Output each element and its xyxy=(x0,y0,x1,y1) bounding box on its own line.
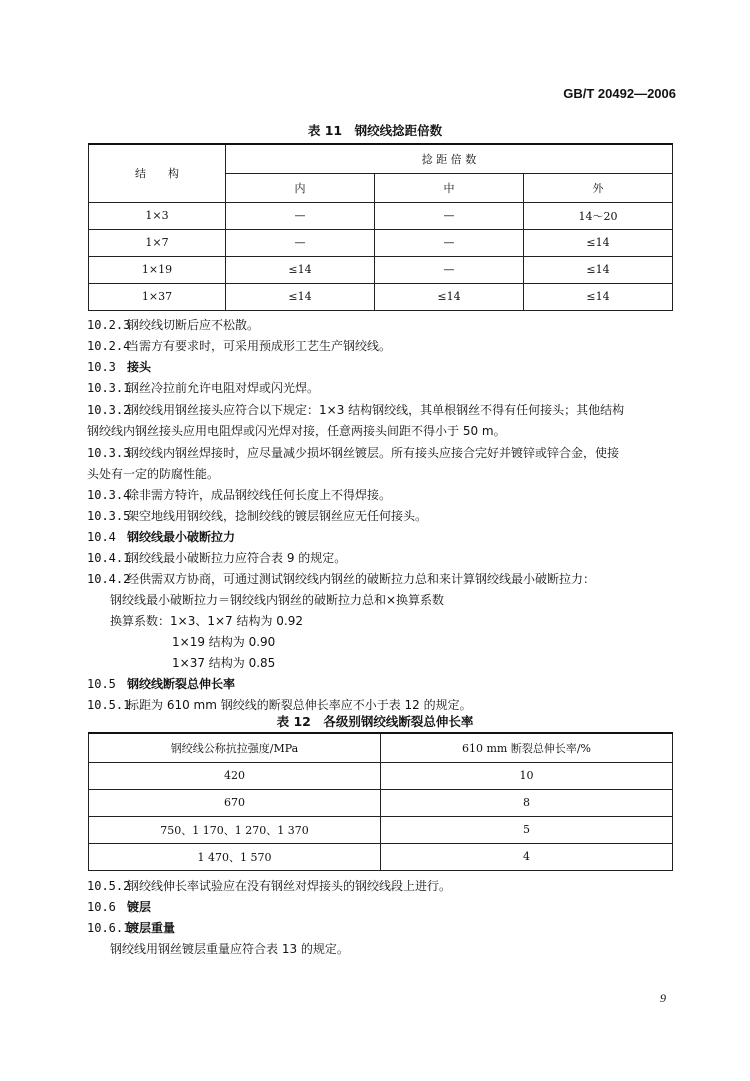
cell-middle: — xyxy=(375,202,524,229)
cell-outer: ≤14 xyxy=(524,256,673,283)
header-lay-multiple: 捻 距 倍 数 xyxy=(226,144,673,173)
conversion-factor-1x37: 1×37 结构为 0.85 xyxy=(172,656,276,670)
table-11 xyxy=(88,143,673,311)
table-row xyxy=(89,816,673,843)
cell-strength: 420 xyxy=(89,762,381,789)
clause-10-3-4: 10.3.4除非需方特许，成品钢绞线任何长度上不得焊接。 xyxy=(87,488,392,502)
clause-10-3-5: 10.3.5架空地线用钢绞线，捻制绞线的镀层钢丝应无任何接头。 xyxy=(87,509,428,523)
table-row xyxy=(89,762,673,789)
cell-structure: 1×3 xyxy=(89,202,226,229)
table-12-title: 表 12 各级别钢绞线断裂总伸长率 xyxy=(276,714,474,729)
clause-10-3-3-continued: 头处有一定的防腐性能。 xyxy=(87,467,220,481)
table-header-row xyxy=(89,733,673,762)
header-structure: 结 构 xyxy=(89,144,226,202)
clause-10-6-1-heading: 10.6.1镀层重量 xyxy=(87,921,176,935)
cell-elongation: 5 xyxy=(381,816,673,843)
header-middle: 中 xyxy=(375,173,524,202)
table-row xyxy=(89,843,673,870)
table-11-title: 表 11 钢绞线捻距倍数 xyxy=(307,123,443,138)
clause-10-3-2-continued: 钢绞线内钢丝接头应用电阻焊或闪光焊对接，任意两接头间距不得小于 50 m。 xyxy=(87,424,506,438)
conversion-factor-line: 换算系数：1×3、1×7 结构为 0.92 xyxy=(110,614,303,628)
cell-structure: 1×37 xyxy=(89,283,226,310)
cell-strength: 750、1 170、1 270、1 370 xyxy=(89,816,381,843)
table-12 xyxy=(88,732,673,871)
cell-outer: ≤14 xyxy=(524,229,673,256)
header-outer: 外 xyxy=(524,173,673,202)
clause-10-2-4: 10.2.4当需方有要求时，可采用预成形工艺生产钢绞线。 xyxy=(87,339,392,353)
cell-structure: 1×19 xyxy=(89,256,226,283)
header-elongation: 610 mm 断裂总伸长率/% xyxy=(381,733,673,762)
clause-10-4-1: 10.4.1钢绞线最小破断拉力应符合表 9 的规定。 xyxy=(87,551,347,565)
table-row xyxy=(89,202,673,229)
cell-inner: ≤14 xyxy=(226,256,375,283)
clause-10-6-1-body: 钢绞线用钢丝镀层重量应符合表 13 的规定。 xyxy=(110,942,349,956)
section-10-3-heading: 10.3 接头 xyxy=(87,360,152,374)
clause-10-3-3: 10.3.3钢绞线内钢丝焊接时，应尽量减少损坏钢丝镀层。所有接头应接合完好并镀锌或锌合金，使接 xyxy=(87,446,620,460)
clause-10-5-2: 10.5.2钢绞线伸长率试验应在没有钢丝对焊接头的钢绞线段上进行。 xyxy=(87,879,452,893)
cell-outer: ≤14 xyxy=(524,283,673,310)
table-row xyxy=(89,283,673,310)
cell-strength: 670 xyxy=(89,789,381,816)
cell-middle: — xyxy=(375,256,524,283)
header-inner: 内 xyxy=(226,173,375,202)
table-header-row xyxy=(89,144,673,173)
cell-elongation: 8 xyxy=(381,789,673,816)
cell-outer: 14～20 xyxy=(524,202,673,229)
table-row xyxy=(89,789,673,816)
table-row xyxy=(89,256,673,283)
cell-inner: — xyxy=(226,202,375,229)
formula-line: 钢绞线最小破断拉力＝钢绞线内钢丝的破断拉力总和×换算系数 xyxy=(110,593,445,607)
clause-10-4-2: 10.4.2经供需双方协商，可通过测试钢绞线内钢丝的破断拉力总和来计算钢绞线最小破断拉力： xyxy=(87,572,596,586)
header-strength: 钢绞线公称抗拉强度/MPa xyxy=(89,733,381,762)
section-10-6-heading: 10.6 镀层 xyxy=(87,900,152,914)
clause-10-2-3: 10.2.3钢绞线切断后应不松散。 xyxy=(87,318,260,332)
section-10-5-heading: 10.5 钢绞线断裂总伸长率 xyxy=(87,677,236,691)
table-row xyxy=(89,229,673,256)
cell-elongation: 10 xyxy=(381,762,673,789)
section-10-4-heading: 10.4 钢绞线最小破断拉力 xyxy=(87,530,236,544)
cell-middle: ≤14 xyxy=(375,283,524,310)
clause-10-5-1: 10.5.1标距为 610 mm 钢绞线的断裂总伸长率应不小于表 12 的规定。 xyxy=(87,698,472,712)
cell-structure: 1×7 xyxy=(89,229,226,256)
cell-inner: ≤14 xyxy=(226,283,375,310)
page-number: 9 xyxy=(660,991,666,1005)
conversion-factor-1x19: 1×19 结构为 0.90 xyxy=(172,635,276,649)
cell-middle: — xyxy=(375,229,524,256)
cell-inner: — xyxy=(226,229,375,256)
standard-code: GB/T 20492—2006 xyxy=(563,86,676,101)
cell-elongation: 4 xyxy=(381,843,673,870)
cell-strength: 1 470、1 570 xyxy=(89,843,381,870)
clause-10-3-1: 10.3.1钢丝冷拉前允许电阻对焊或闪光焊。 xyxy=(87,381,320,395)
clause-10-3-2: 10.3.2钢绞线用钢丝接头应符合以下规定：1×3 结构钢绞线，其单根钢丝不得有任何接头；其他结构 xyxy=(87,403,625,417)
